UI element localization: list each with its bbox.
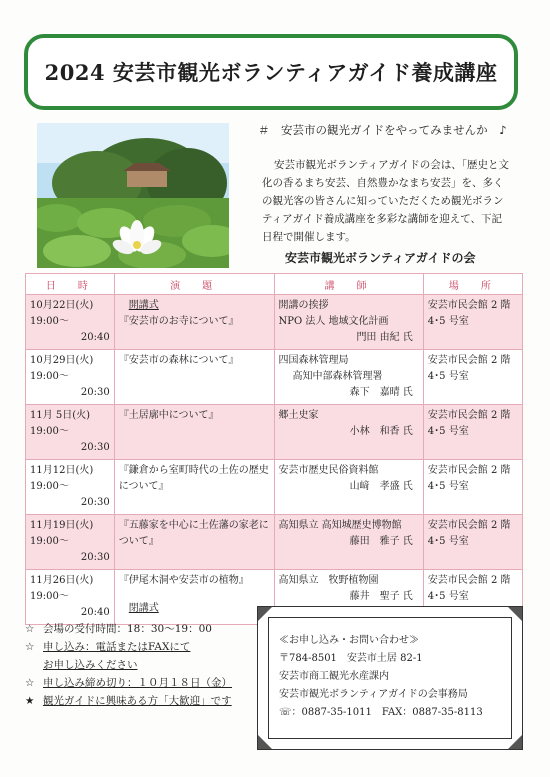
lotus-garden-photo (37, 123, 229, 268)
table-row (26, 350, 523, 405)
topic-cell: 『伊尾木洞や安芸市の植物』 閉講式 (114, 570, 274, 625)
topic-cell: 『安芸市の森林について』 (114, 350, 274, 405)
lecturer-cell: 四国森林管理局 高知中部森林管理署 森下 嘉晴 氏 (274, 350, 423, 405)
lecturer-cell: 高知県立 牧野植物園 藤井 聖子 氏 (274, 570, 423, 625)
star-filled-icon: ★ (25, 695, 35, 707)
topic-cell: 『五藤家を中心に土佐藩の家老について』 (114, 515, 274, 570)
list-item: お申し込みください (43, 659, 138, 671)
contact-address: 〒784-8501 安芸市土居 82-1 (279, 653, 423, 664)
venue-cell: 安芸市民会館 2 階 4･5 号室 (423, 405, 522, 460)
lecturer-cell: 高知県立 高知城歴史博物館 藤田 雅子 氏 (274, 515, 423, 570)
date-cell: 11月 5日(火) 19:00〜 20:30 (26, 405, 115, 460)
date-cell: 11月19日(火) 19:00〜 20:30 (26, 515, 115, 570)
star-outline-icon: ☆ (25, 623, 35, 635)
organization-name: 安芸市観光ボランティアガイドの会 (285, 251, 476, 265)
venue-cell: 安芸市民会館 2 階 4･5 号室 (423, 295, 522, 350)
date-cell: 10月29日(火) 19:00〜 20:30 (26, 350, 115, 405)
date-cell: 11月12日(火) 19:00〜 20:30 (26, 460, 115, 515)
venue-cell: 安芸市民会館 2 階 4･5 号室 (423, 570, 522, 625)
list-item: ☆ 申し込み：電話またはFAXにて (25, 638, 232, 656)
topic-cell: 『土居廓中について』 (114, 405, 274, 460)
star-outline-icon: ☆ (25, 677, 35, 689)
lecturer-cell: 開講の挨拶 NPO 法人 地域文化計画 門田 由紀 氏 (274, 295, 423, 350)
table-row (26, 515, 523, 570)
lecturer-cell: 安芸市歴史民俗資料館 山﨑 孝盛 氏 (274, 460, 423, 515)
title-frame (24, 34, 518, 110)
contact-phone: ☏：0887-35-1011 FAX：0887-35-8113 (279, 707, 483, 718)
date-cell: 11月26日(火) 19:00〜 20:40 (26, 570, 115, 625)
date-cell: 10月22日(火) 19:00〜 20:40 (26, 295, 115, 350)
topic-cell: 開講式 『安芸市のお寺について』 (114, 295, 274, 350)
page-title: 2024 安芸市観光ボランティアガイド養成講座 (44, 60, 498, 85)
header-venue: 場 所 (423, 274, 522, 295)
intro-heading: ＃ 安芸市の観光ガイドをやってみませんか ♪ (258, 123, 507, 137)
list-item: ★ 観光ガイドに興味ある方「大歓迎」です (25, 692, 232, 710)
header-datetime: 日 時 (26, 274, 115, 295)
list-item: ☆ 申し込み締め切り：１０月１８日（金） (25, 674, 232, 692)
topic-cell: 『鎌倉から室町時代の土佐の歴史について』 (114, 460, 274, 515)
intro-text: 安芸市観光ボランティアガイドの会は、「歴史と文化の香るまち安芸、自然豊かなまち安芸」を、多くの観光客の皆さんに知っていただくため観光ボランティアガイド養成講座を多彩な講師を迎えて、下記日程で開催します。 (262, 159, 509, 243)
venue-cell: 安芸市民会館 2 階 4･5 号室 (423, 350, 522, 405)
venue-cell: 安芸市民会館 2 階 4･5 号室 (423, 460, 522, 515)
notes-list (25, 620, 232, 710)
table-row (26, 460, 523, 515)
contact-details (268, 617, 512, 739)
header-topic: 演 題 (114, 274, 274, 295)
header-lecturer: 講 師 (274, 274, 423, 295)
contact-box (257, 606, 523, 750)
table-row (26, 295, 523, 350)
table-header-row (26, 274, 523, 295)
list-item: ☆ 会場の受付時間：18：30〜19：00 (25, 620, 232, 638)
contact-office: 安芸市観光ボランティアガイドの会事務局 (279, 689, 468, 700)
venue-cell: 安芸市民会館 2 階 4･5 号室 (423, 515, 522, 570)
table-row (26, 405, 523, 460)
contact-dept: 安芸市商工観光水産課内 (279, 671, 389, 682)
contact-heading: ≪お申し込み・お問い合わせ≫ (279, 635, 419, 646)
schedule-table (25, 273, 523, 625)
lecturer-cell: 郷土史家 小林 和香 氏 (274, 405, 423, 460)
star-outline-icon: ☆ (25, 641, 35, 653)
